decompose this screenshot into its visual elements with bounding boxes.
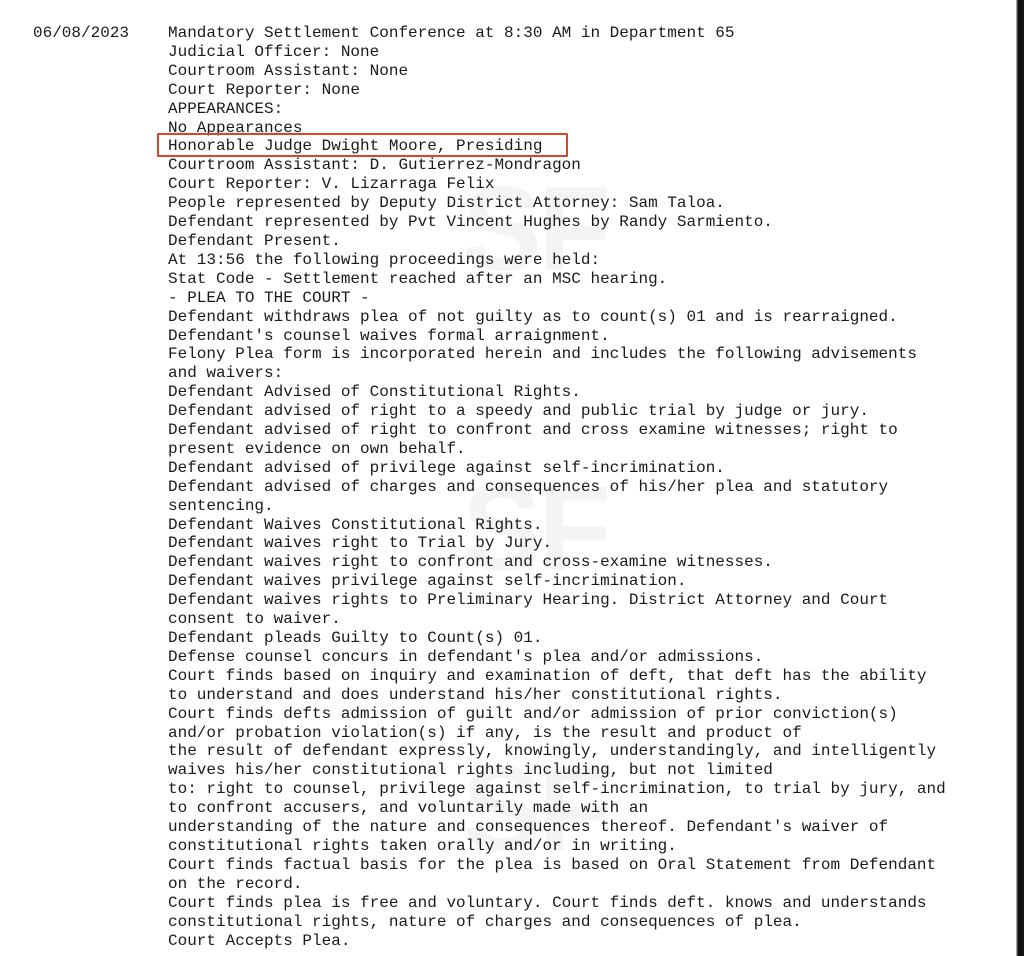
docket-line: Defendant's counsel waives formal arraignment. bbox=[168, 326, 610, 345]
docket-line: understanding of the nature and consequences thereof. Defendant's waiver of bbox=[168, 818, 889, 837]
entry-date: 06/08/2023 bbox=[33, 24, 130, 42]
docket-entry-text bbox=[168, 24, 946, 950]
docket-line: Defendant Waives Constitutional Rights. bbox=[168, 515, 543, 534]
docket-line: Defendant advised of privilege against self-incrimination. bbox=[168, 458, 725, 477]
docket-line: At 13:56 the following proceedings were held: bbox=[168, 250, 601, 269]
docket-line: Court finds factual basis for the plea is based on Oral Statement from Defendant bbox=[168, 855, 937, 874]
docket-line: Courtroom Assistant: None bbox=[168, 61, 409, 80]
docket-line: Defendant withdraws plea of not guilty as to count(s) 01 and is rearraigned. bbox=[168, 307, 898, 326]
window-edge bbox=[1016, 0, 1024, 956]
docket-line: Honorable Judge Dwight Moore, Presiding bbox=[168, 137, 543, 156]
docket-line: Court finds defts admission of guilt and/or admission of prior conviction(s) bbox=[168, 704, 898, 723]
docket-line: Defendant waives right to Trial by Jury. bbox=[168, 534, 553, 553]
docket-line: to understand and does understand his/her constitutional rights. bbox=[168, 685, 783, 704]
docket-line: People represented by Deputy District Attorney: Sam Taloa. bbox=[168, 194, 725, 213]
docket-line: the result of defendant expressly, knowingly, understandingly, and intelligently bbox=[168, 742, 937, 761]
docket-line: Stat Code - Settlement reached after an MSC hearing. bbox=[168, 269, 668, 288]
docket-line: Defendant advised of right to confront and cross examine witnesses; right to bbox=[168, 421, 898, 440]
docket-line: sentencing. bbox=[168, 496, 274, 515]
docket-line: Court finds plea is free and voluntary. Court finds deft. knows and understands bbox=[168, 893, 927, 912]
docket-line: Felony Plea form is incorporated herein and includes the following advisements bbox=[168, 345, 917, 364]
docket-line: Defendant Advised of Constitutional Rights. bbox=[168, 383, 581, 402]
docket-line: Defendant waives privilege against self-incrimination. bbox=[168, 572, 687, 591]
docket-line: and waivers: bbox=[168, 364, 284, 383]
docket-line: Mandatory Settlement Conference at 8:30 AM in Department 65 bbox=[168, 24, 735, 42]
docket-line: Defendant represented by Pvt Vincent Hughes by Randy Sarmiento. bbox=[168, 213, 773, 232]
docket-line: constitutional rights taken orally and/or in writing. bbox=[168, 836, 677, 855]
docket-line: consent to waiver. bbox=[168, 610, 341, 629]
docket-line: to confront accusers, and voluntarily made with an bbox=[168, 799, 649, 818]
docket-line: Court finds based on inquiry and examination of deft, that deft has the ability bbox=[168, 666, 927, 685]
docket-line: Court Reporter: None bbox=[168, 80, 361, 99]
docket-line: APPEARANCES: bbox=[168, 99, 284, 118]
docket-line: to: right to counsel, privilege against self-incrimination, to trial by jury, and bbox=[168, 780, 946, 799]
docket-line: No Appearances bbox=[168, 118, 303, 137]
docket-line: present evidence on own behalf. bbox=[168, 439, 466, 458]
docket-line: constitutional rights, nature of charges and consequences of plea. bbox=[168, 912, 802, 931]
docket-line: Defendant advised of charges and consequences of his/her plea and statutory bbox=[168, 477, 889, 496]
docket-line: Defendant Present. bbox=[168, 231, 341, 250]
docket-line: Court Reporter: V. Lizarraga Felix bbox=[168, 175, 495, 194]
docket-line: waives his/her constitutional rights including, but not limited bbox=[168, 761, 773, 780]
docket-line: Court Accepts Plea. bbox=[168, 931, 351, 950]
docket-line: Judicial Officer: None bbox=[168, 42, 380, 61]
docket-line: and/or probation violation(s) if any, is the result and product of bbox=[168, 723, 802, 742]
docket-line: Defendant advised of right to a speedy and public trial by judge or jury. bbox=[168, 402, 869, 421]
docket-line: Courtroom Assistant: D. Gutierrez-Mondragon bbox=[168, 156, 581, 175]
docket-line: Defendant waives rights to Preliminary Hearing. District Attorney and Court bbox=[168, 591, 889, 610]
docket-line: Defense counsel concurs in defendant's plea and/or admissions. bbox=[168, 647, 764, 666]
docket-line: - PLEA TO THE COURT - bbox=[168, 288, 370, 307]
docket-line: Defendant pleads Guilty to Count(s) 01. bbox=[168, 629, 543, 647]
docket-line: on the record. bbox=[168, 874, 303, 893]
docket-line: Defendant waives right to confront and cross-examine witnesses. bbox=[168, 553, 773, 572]
